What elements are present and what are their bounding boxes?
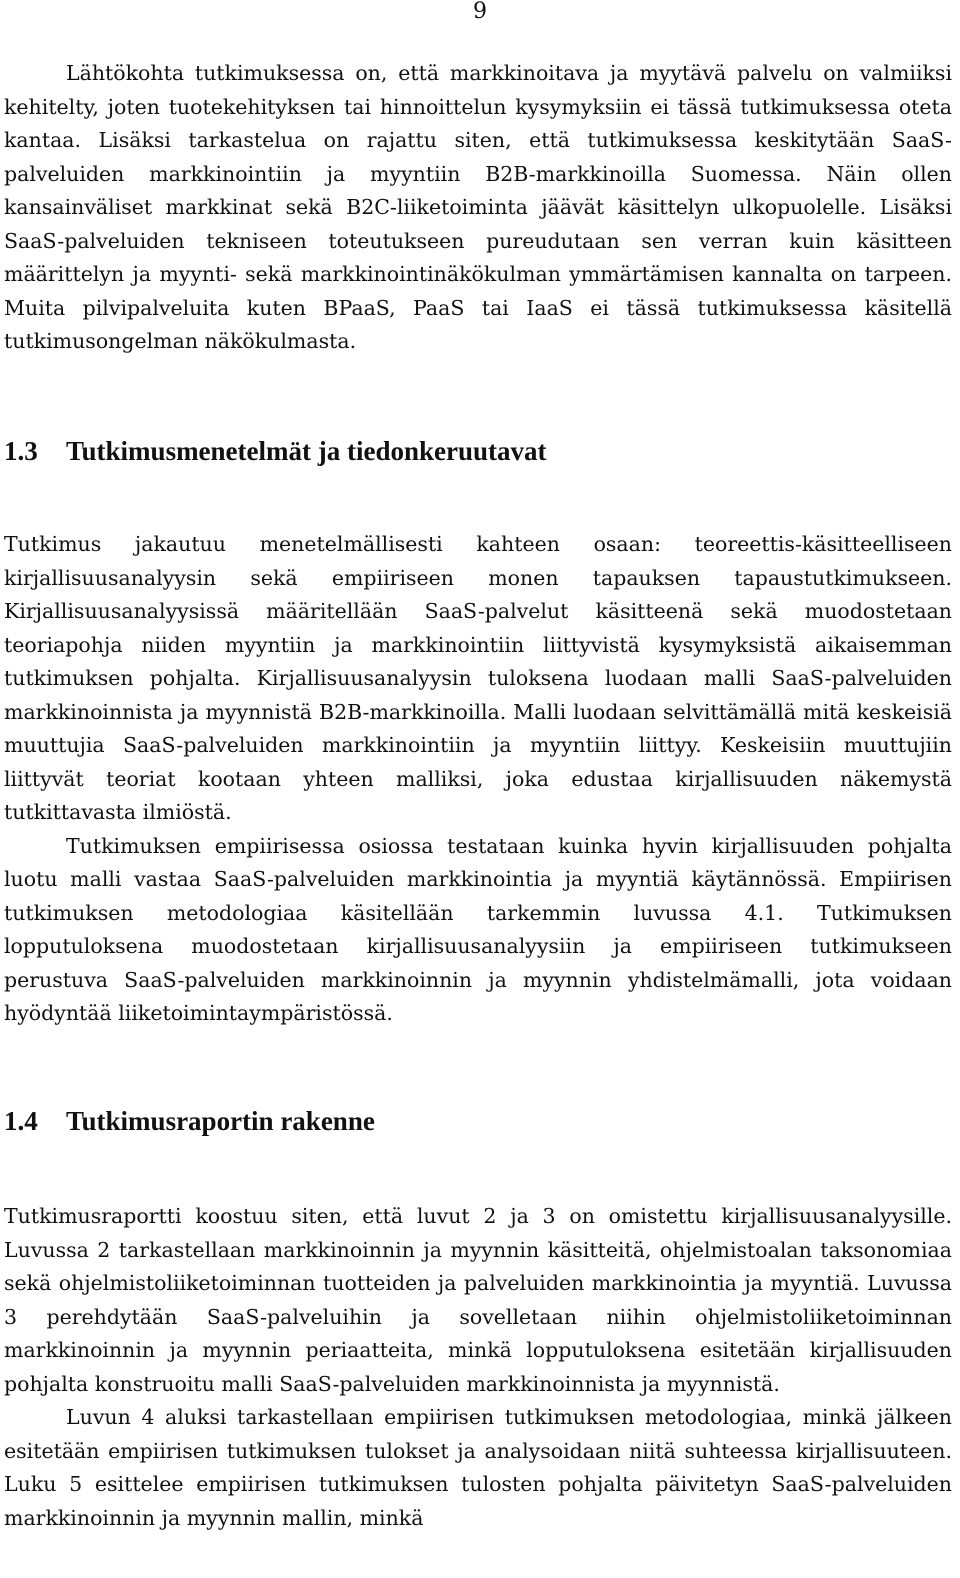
intro-paragraph: Lähtökohta tutkimuksessa on, että markkinoitava ja myytävä palvelu on valmiiksi kehitelty, joten tuotekehityksen tai hinnoittelun kysymyksiin ei tässä tutkimuksessa oteta kantaa. Lisäksi tarkastelua on rajattu siten, että tutkimuksessa keskitytään SaaS-palveluiden markkinointiin ja myyntiin B2B-markkinoilla Suomessa. Näin ollen kansainväliset markkinat sekä B2C-liiketoiminta jäävät käsittelyn ulkopuolelle. Lisäksi SaaS-palveluiden tekniseen toteutukseen pureudutaan sen verran kuin käsitteen määrittelyn ja myynti- sekä markkinointinäkökulman ymmärtämisen kannalta on tarpeen. Muita pilvipalveluita kuten BPaaS, PaaS tai IaaS ei tässä tutkimuksessa käsitellä tutkimusongelman näkökulmasta. (4, 61, 952, 353)
section-title: Tutkimusraportin rakenne (66, 1106, 375, 1136)
section-title: Tutkimusmenetelmät ja tiedonkeruutavat (66, 436, 547, 466)
intro-section (4, 57, 952, 359)
body-paragraph: Tutkimusraportti koostuu siten, että luvut 2 ja 3 on omistettu kirjallisuusanalyysille. Luvussa 2 tarkastellaan markkinoinnin ja myynnin käsitteitä, ohjelmistoalan taksonomiaa sekä ohjelmistoliiketoiminnan tuotteiden ja palveluiden markkinointia ja myyntiä. Luvussa 3 perehdytään SaaS-palveluihin ja sovelletaan niihin ohjelmistoliiketoiminnan markkinoinnin ja myynnin periaatteita, minkä lopputuloksena esitetään kirjallisuuden pohjalta konstruoitu malli SaaS-palveluiden markkinoinnista ja myynnistä. (4, 1204, 952, 1396)
section-1-3-body (4, 528, 952, 1031)
page-number: 9 (473, 0, 487, 24)
body-paragraph: Luvun 4 aluksi tarkastellaan empiirisen tutkimuksen metodologiaa, minkä jälkeen esitetään empiirisen tutkimuksen tulokset ja analysoidaan niitä suhteessa kirjallisuuteen. Luku 5 esittelee empiirisen tutkimuksen tulosten pohjalta päivitetyn SaaS-palveluiden markkinoinnin ja myynnin mallin, minkä (4, 1405, 952, 1530)
section-heading (4, 1104, 952, 1138)
body-paragraph: Tutkimuksen empiirisessa osiossa testataan kuinka hyvin kirjallisuuden pohjalta luotu malli vastaa SaaS-palveluiden markkinointia ja myyntiä käytännössä. Empiirisen tutkimuksen metodologiaa käsitellään tarkemmin luvussa 4.1. Tutkimuksen lopputuloksena muodostetaan kirjallisuusanalyysiin ja empiiriseen tutkimukseen perustuva SaaS-palveluiden markkinoinnin ja myynnin yhdistelmämalli, jota voidaan hyödyntää liiketoimintaympäristössä. (4, 833, 952, 1025)
section-1-4-heading (4, 1104, 952, 1138)
section-number: 1.3 (4, 436, 38, 466)
body-paragraph: Tutkimus jakautuu menetelmällisesti kahteen osaan: teoreettis-käsitteelliseen kirjallisuusanalyysin sekä empiiriseen monen tapauksen tapaustutkimukseen. Kirjallisuusanalyysissä määritellään SaaS-palvelut käsitteenä sekä muodostetaan teoriapohja niiden myyntiin ja markkinointiin liittyvistä kysymyksistä aikaisemman tutkimuksen pohjalta. Kirjallisuusanalyysin tuloksena luodaan malli SaaS-palveluiden markkinoinnista ja myynnistä B2B-markkinoilla. Malli luodaan selvittämällä mitä keskeisiä muuttujia SaaS-palveluiden markkinointiin ja myyntiin liittyy. Keskeisiin muuttujiin liittyvät teoriat kootaan yhteen malliksi, joka edustaa kirjallisuuden näkemystä tutkittavasta ilmiöstä. (4, 532, 952, 824)
section-heading (4, 434, 952, 468)
section-1-4-body (4, 1200, 952, 1535)
section-number: 1.4 (4, 1106, 38, 1136)
section-1-3-heading (4, 434, 952, 468)
